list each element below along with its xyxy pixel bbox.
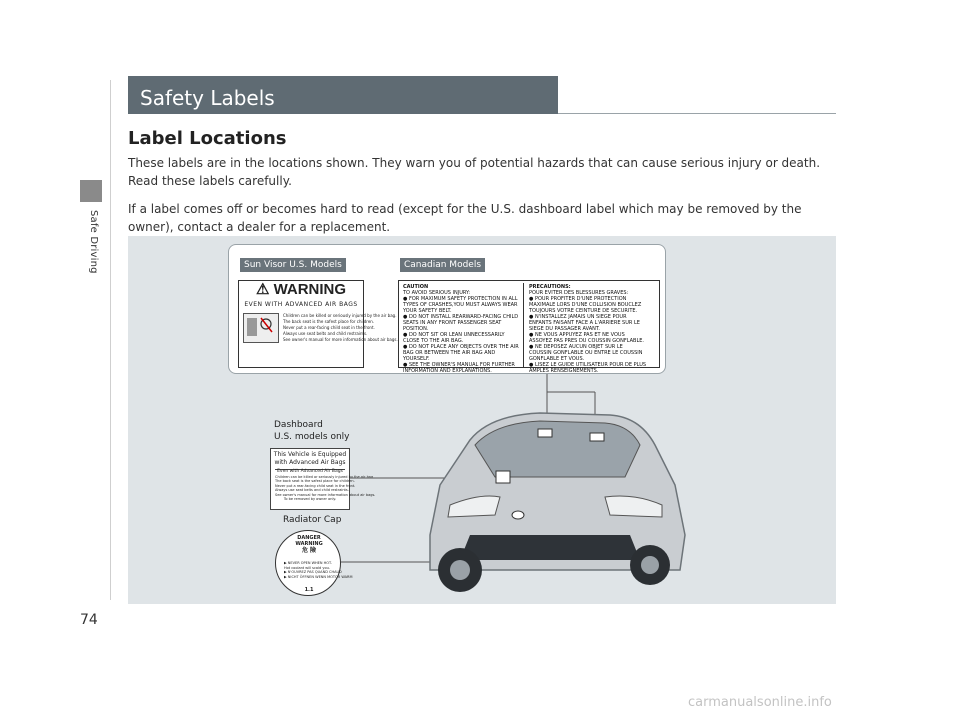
- chapter-label: Safe Driving: [88, 210, 99, 274]
- dashboard-line: Always use seat belts and child restraints.: [275, 488, 349, 492]
- warning-line: Always use seat belts and child restraints.: [283, 331, 368, 336]
- radiator-line: ▶ NEVER OPEN WHEN HOT.: [284, 561, 332, 565]
- radiator-pressure: 1.1: [304, 587, 314, 593]
- precautions-heading: PRECAUTIONS:: [529, 284, 571, 290]
- radiator-hazard-icon: 危 險: [301, 547, 317, 554]
- radiator-cap-callout: Radiator Cap: [283, 515, 342, 525]
- canadian-models-tag: Canadian Models: [400, 258, 485, 272]
- warning-triangle-icon: ⚠: [255, 281, 270, 298]
- precautions-line: ● NE VOUS APPUYEZ PAS ET NE VOUS ASSOYEZ PAS PRES DU COUSSIN GONFLABLE.: [529, 332, 644, 344]
- warning-text: WARNING: [273, 281, 347, 298]
- warning-line: Never put a rear-facing child seat in the front.: [283, 325, 375, 330]
- caution-heading: CAUTION: [403, 284, 429, 290]
- caution-line: ● SEE THE OWNER'S MANUAL FOR FURTHER INFORMATION AND EXPLANATIONS.: [403, 362, 515, 374]
- precautions-line: ● NE DEPOSEZ AUCUN OBJET SUR LE COUSSIN GONFLABLE OU ENTRE LE COUSSIN GONFLABLE ET VOUS.: [529, 344, 643, 362]
- dashboard-line: See owner's manual for more information about air bags.: [275, 492, 376, 497]
- caution-line: TO AVOID SERIOUS INJURY:: [403, 290, 471, 296]
- caution-line: ● DO NOT INSTALL REARWARD-FACING CHILD SEATS IN ANY FRONT PASSENGER SEAT POSITION.: [403, 314, 519, 332]
- caution-line: ● DO NOT SIT OR LEAN UNNECESSARILY CLOSE TO THE AIR BAG.: [403, 332, 505, 344]
- replacement-paragraph: If a label comes off or becomes hard to read (except for the U.S. dashboard label which may be removed by the owner), contact a dealer for a replacement.: [128, 202, 802, 234]
- dashboard-label-title: This Vehicle is Equipped with Advanced Air Bags: [273, 451, 347, 466]
- section-title: Safety Labels: [140, 86, 275, 110]
- page-heading: Label Locations: [128, 128, 287, 149]
- warning-line: Children can be killed or seriously injured by the air bag.: [283, 313, 397, 318]
- watermark: carmanualsonline.info: [688, 695, 832, 710]
- precautions-line: ● N'INSTALLEZ JAMAIS UN SIEGE POUR ENFANTS FAISANT FACE A L'ARRIERE SUR LE SIEGE DU PASSAGER AVANT.: [529, 314, 640, 332]
- precautions-line: ● POUR PROFITER D'UNE PROTECTION MAXIMALE LORS D'UNE COLLISION BOUCLEZ TOUJOURS VOTRE CEINTURE DE SECURITE.: [529, 296, 642, 314]
- intro-paragraph: These labels are in the locations shown. They warn you of potential hazards that can cause serious injury or death. Read these labels carefully.: [128, 156, 821, 188]
- dashboard-label-sub: Even with Advanced Air Bags: [277, 469, 343, 474]
- dashboard-line: Children can be killed or seriously injured by the air bag.: [275, 474, 375, 479]
- radiator-line: ▶ NICHT ÖFFNEN WENN MOTOR WARM: [284, 574, 353, 579]
- radiator-danger: DANGER: [297, 535, 321, 541]
- page-number: 74: [80, 612, 98, 628]
- dashboard-line: The back seat is the safest place for children.: [275, 479, 355, 483]
- warning-subheading: EVEN WITH ADVANCED AIR BAGS: [244, 301, 358, 308]
- caution-line: ● FOR MAXIMUM SAFETY PROTECTION IN ALL TYPES OF CRASHES,YOU MUST ALWAYS WEAR YOUR SAFETY BELT.: [403, 296, 518, 314]
- radiator-line: ▶ N'OUVREZ PAS QUAND CHAUD: [284, 570, 342, 574]
- warning-line: The back seat is the safest place for children.: [283, 319, 375, 324]
- radiator-line: Hot coolant will scald you.: [284, 565, 330, 570]
- dashboard-callout: Dashboard U.S. models only: [274, 420, 350, 442]
- precautions-line: POUR EVITER DES BLESSURES GRAVES:: [529, 290, 629, 296]
- radiator-warning: WARNING: [295, 541, 323, 547]
- caution-line: ● DO NOT PLACE ANY OBJECTS OVER THE AIR BAG OR BETWEEN THE AIR BAG AND YOURSELF.: [403, 344, 519, 362]
- dashboard-line: Never put a rear-facing child seat in the front.: [275, 483, 356, 488]
- precautions-line: ● LISEZ LE GUIDE UTILISATEUR POUR DE PLUS AMPLES RENSEIGNEMENTS.: [529, 362, 647, 374]
- car-illustration: [400, 385, 700, 595]
- warning-line: See owner's manual for more information about air bags.: [283, 337, 398, 342]
- dashboard-line: To be removed by owner only.: [283, 497, 337, 501]
- sun-visor-tag: Sun Visor U.S. Models: [240, 258, 346, 272]
